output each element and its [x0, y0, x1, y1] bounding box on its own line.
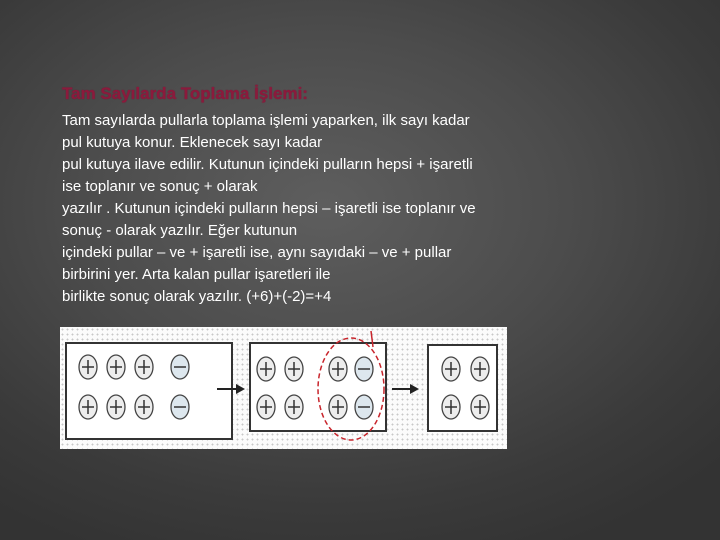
- body-line: pul kutuya konur. Eklenecek sayı kadar: [62, 134, 323, 151]
- minus-chip-icon: [171, 395, 189, 419]
- plus-chip-icon: [471, 357, 489, 381]
- chip-model-figure: [60, 327, 507, 449]
- plus-chip-icon: [135, 395, 153, 419]
- plus-chip-icon: [107, 355, 125, 379]
- plus-chip-icon: [442, 395, 460, 419]
- plus-chip-icon: [442, 357, 460, 381]
- body-line: içindeki pullar – ve + işaretli ise, aynı sayıdaki – ve + pullar: [62, 244, 452, 261]
- body-line: birlikte sonuç olarak yazılır. (+6)+(-2)=+4: [62, 288, 332, 305]
- plus-chip-icon: [79, 355, 97, 379]
- minus-chip-icon: [355, 395, 373, 419]
- plus-chip-icon: [135, 355, 153, 379]
- chip-box-result: [428, 345, 497, 431]
- plus-chip-icon: [79, 395, 97, 419]
- body-line: yazılır . Kutunun içindeki pulların hepsi – işaretli ise toplanır ve: [62, 200, 476, 217]
- slide-title: Tam Sayılarda Toplama İşlemi:: [62, 84, 308, 103]
- body-line: birbirini yer. Arta kalan pullar işaretleri ile: [62, 266, 331, 283]
- plus-chip-icon: [107, 395, 125, 419]
- plus-chip-icon: [285, 357, 303, 381]
- body-line: sonuç - olarak yazılır. Eğer kutunun: [62, 222, 298, 239]
- body-line: pul kutuya ilave edilir. Kutunun içindeki pulların hepsi + işaretli: [62, 156, 473, 173]
- minus-chip-icon: [355, 357, 373, 381]
- plus-chip-icon: [329, 395, 347, 419]
- body-line: ise toplanır ve sonuç + olarak: [62, 178, 258, 195]
- chip-model-diagram: [60, 327, 507, 449]
- plus-chip-icon: [471, 395, 489, 419]
- minus-chip-icon: [171, 355, 189, 379]
- body-line: Tam sayılarda pullarla toplama işlemi yaparken, ilk sayı kadar: [62, 112, 470, 129]
- slide-body: [62, 110, 582, 308]
- plus-chip-icon: [285, 395, 303, 419]
- plus-chip-icon: [257, 357, 275, 381]
- plus-chip-icon: [329, 357, 347, 381]
- arrow-right-icon: [392, 384, 419, 394]
- plus-chip-icon: [257, 395, 275, 419]
